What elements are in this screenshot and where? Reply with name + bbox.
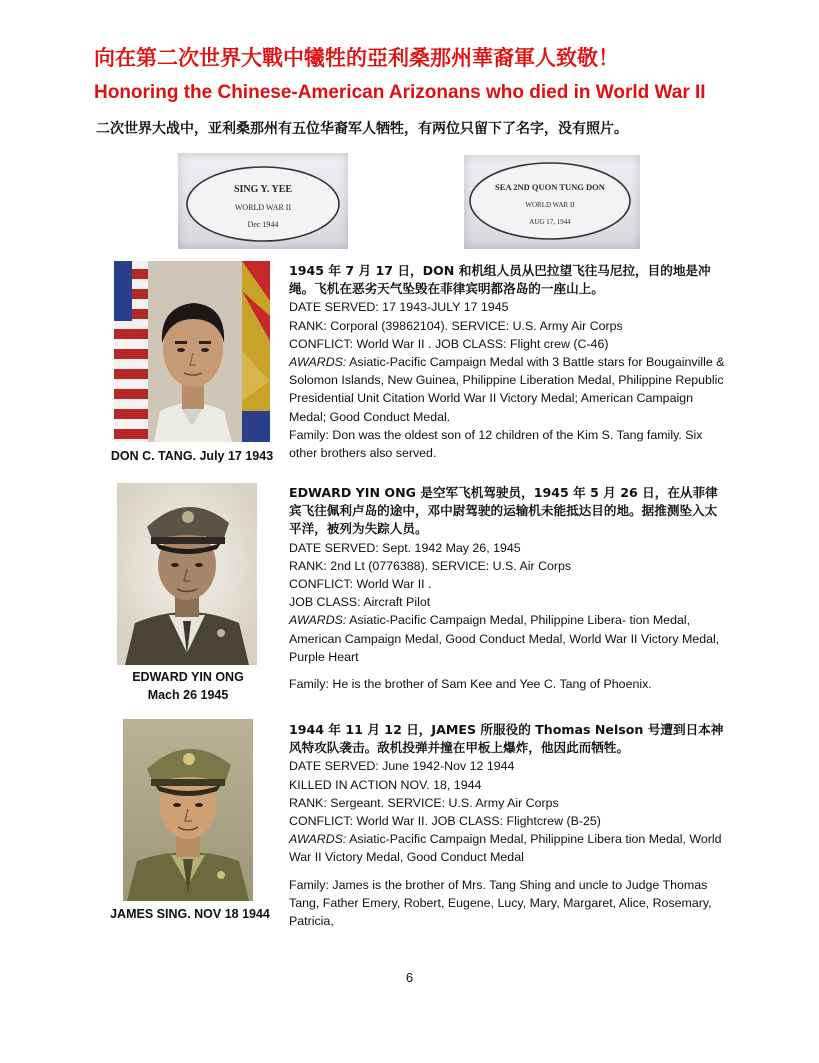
entry-family: Family: He is the brother of Sam Kee and Yee C. Tang of Phoenix. (289, 677, 652, 692)
entry-family: Family: Don was the oldest son of 12 children of the Kim S. Tang family. Six other brothers also served. (289, 427, 703, 461)
portrait-don-c-tang (114, 261, 270, 442)
entry-conflict-job: CONFLICT: World War II . JOB CLASS: Flight crew (C-46) (289, 336, 609, 351)
entry-james-sing (289, 721, 729, 930)
page-number: 6 (405, 970, 414, 985)
awards-text: Asiatic-Pacific Campaign Medal, Philippine Libera- tion Medal, American Campaign Medal, Good Conduct Medal, World War II Victory Medal, Purple Heart (289, 613, 720, 664)
entry-edward-yin-ong (289, 484, 729, 693)
plaque-date: Dec 1944 (247, 220, 279, 229)
entry-killed-in-action: KILLED IN ACTION NOV. 18, 1944 (289, 777, 482, 792)
awards-label: AWARDS: (289, 613, 347, 628)
entry-awards (289, 353, 729, 426)
caption-name: EDWARD YIN ONG (132, 670, 244, 684)
entry-rank-service: RANK: Sergeant. SERVICE: U.S. Army Air Corps (289, 795, 559, 810)
entry-headline-chinese: EDWARD YIN ONG 是空军飞机驾驶员，1945 年 5 月 26 日，在从菲律宾飞往佩利卢岛的途中，邓中尉驾驶的运输机未能抵达目的地。据推测坠入太平洋，被列为失踪人员。 (289, 485, 718, 537)
awards-label: AWARDS: (289, 355, 347, 370)
entry-don-c-tang (289, 262, 729, 462)
entry-headline-chinese: 1944 年 11 月 12 日，JAMES 所服役的 Thomas Nelson 号遭到日本神风特攻队袭击。敌机投弹并撞在甲板上爆炸，他因此而牺牲。 (289, 722, 724, 756)
entry-job-class: JOB CLASS: Aircraft Pilot (289, 595, 431, 610)
intro-text-chinese: 二次世界大战中，亚利桑那州有五位华裔军人牺牲，有两位只留下了名字，没有照片。 (96, 121, 628, 137)
page-title-chinese: 向在第二次世界大戰中犧牲的亞利桑那州華裔軍人致敬！ (94, 46, 619, 70)
entry-rank-service: RANK: Corporal (39862104). SERVICE: U.S. Army Air Corps (289, 318, 623, 333)
plaque-conflict: WORLD WAR II (234, 203, 292, 212)
plaque-name: SING Y. YEE (233, 184, 293, 195)
entry-headline-chinese: 1945 年 7 月 17 日，DON 和机组人员从巴拉望飞往马尼拉，目的地是冲绳。飞机在恶劣天气坠毁在菲律宾明都洛岛的一座山上。 (289, 263, 711, 297)
awards-text: Asiatic-Pacific Campaign Medal, Philippine Libera tion Medal, World War II Victory Medal, Good Conduct Medal (289, 832, 722, 865)
page-title-english: Honoring the Chinese-American Arizonans who died in World War II (94, 82, 706, 103)
portrait-edward-yin-ong (117, 483, 257, 665)
plaque-date: AUG 17, 1944 (529, 218, 571, 226)
memorial-plaque-sing-yee (178, 153, 348, 249)
portrait-james-sing (123, 719, 253, 901)
entry-awards (289, 830, 729, 866)
entry-awards (289, 611, 729, 666)
entry-conflict: CONFLICT: World War II . (289, 577, 432, 592)
entry-conflict-job: CONFLICT: World War II. JOB CLASS: Flightcrew (B-25) (289, 814, 601, 829)
plaque-conflict: WORLD WAR II (525, 201, 575, 209)
photo-caption (88, 668, 288, 704)
photo-caption: JAMES SING. NOV 18 1944 (110, 907, 270, 921)
photo-caption: DON C. TANG. July 17 1943 (110, 449, 274, 463)
entry-date-served: DATE SERVED: June 1942-Nov 12 1944 (289, 759, 515, 774)
plaque-name: SEA 2ND QUON TUNG DON (495, 182, 605, 192)
awards-text: Asiatic-Pacific Campaign Medal with 3 Battle stars for Bougainville & Solomon Islands, New Guinea, Philippine Liberation Medal, Philippine Republic Presidential Unit Citation World War II Victory Medal; American Campaign Medal; Good Conduct Medal. (289, 355, 725, 424)
entry-rank-service: RANK: 2nd Lt (0776388). SERVICE: U.S. Air Corps (289, 558, 572, 573)
entry-date-served: DATE SERVED: 17 1943-JULY 17 1945 (289, 300, 509, 315)
memorial-plaque-quon-tung-don (464, 155, 640, 249)
entry-family: Family: James is the brother of Mrs. Tang Shing and uncle to Judge Thomas Tang, Father Emery, Robert, Eugene, Lucy, Mary, Margaret, Alice, Rosemary, Patricia, (289, 877, 712, 929)
entry-date-served: DATE SERVED: Sept. 1942 May 26, 1945 (289, 540, 521, 555)
awards-label: AWARDS: (289, 832, 347, 847)
caption-date: Mach 26 1945 (147, 688, 229, 702)
